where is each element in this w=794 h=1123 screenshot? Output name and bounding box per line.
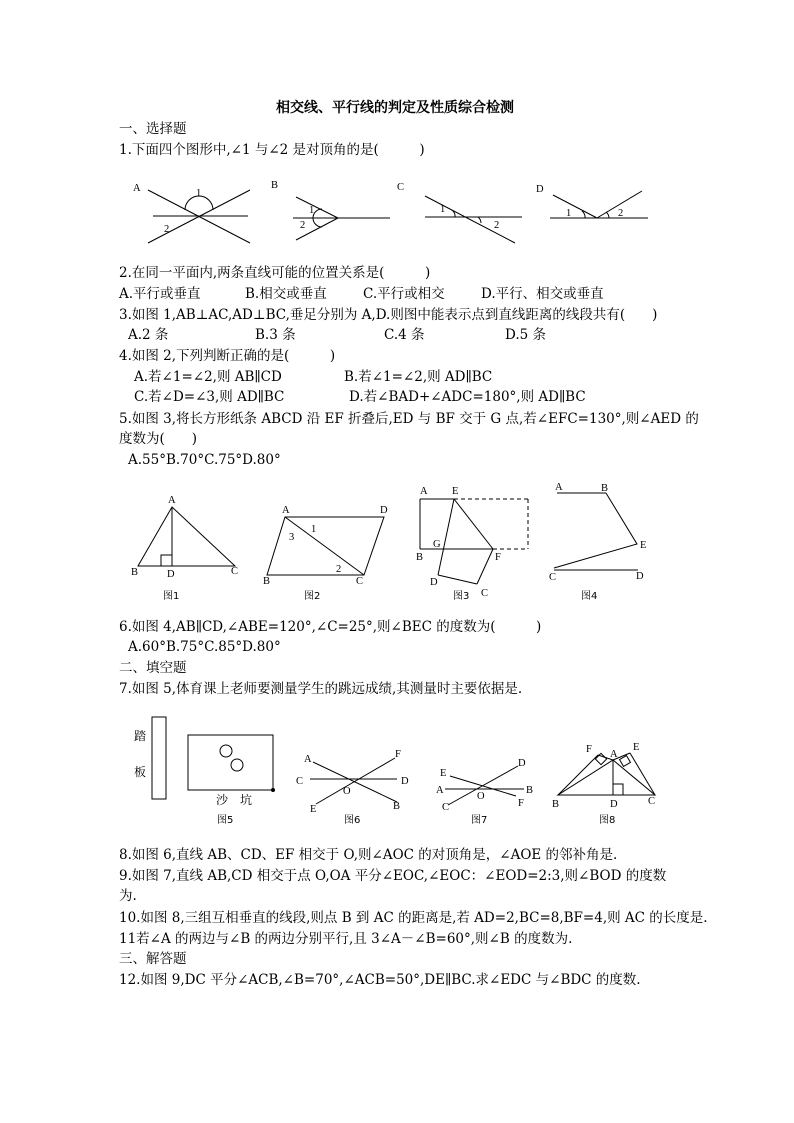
svg-text:1: 1 (309, 205, 315, 216)
svg-text:C: C (549, 572, 557, 583)
svg-text:D: D (167, 569, 175, 580)
svg-text:C: C (442, 802, 450, 813)
fig3-caption: 图3 (453, 591, 470, 602)
question-9: 9.如图 7,直线 AB,CD 相交于点 O,OA 平分∠EOC,∠EOC：∠EOD=2:3,则∠BOD 的度数 (119, 868, 667, 884)
fig4-caption: 图4 (581, 591, 598, 602)
svg-text:B: B (526, 785, 534, 796)
svg-text:A: A (555, 482, 563, 493)
section-heading-fill: 二、填空题 (119, 660, 187, 676)
question-3: 3.如图 1,AB⊥AC,AD⊥BC,垂足分别为 A,D.则图中能表示点到直线距离的线段共有( ) (119, 307, 658, 323)
q6-options: A.60°B.75°C.85°D.80° (128, 639, 281, 655)
svg-text:1: 1 (311, 524, 317, 535)
svg-text:2: 2 (618, 208, 624, 219)
svg-text:D: D (610, 799, 618, 810)
svg-text:B: B (263, 576, 271, 587)
fig2-caption: 图2 (304, 591, 321, 602)
q3-option-b: B.3 条 (255, 327, 296, 343)
svg-text:A: A (304, 754, 312, 765)
svg-text:3: 3 (289, 532, 295, 543)
fig5-board-2: 板 (134, 765, 147, 779)
svg-text:1: 1 (566, 208, 572, 219)
svg-text:C: C (231, 566, 239, 577)
question-10: 10.如图 8,三组互相垂直的线段,则点 B 到 AC 的距离是,若 AD=2,BC=8,BF=4,则 AC 的长度是. (119, 910, 708, 926)
question-1: 1.下面四个图形中,∠1 与∠2 是对顶角的是( ) (119, 142, 425, 158)
q4-option-d: D.若∠BAD+∠ADC=180°,则 AD∥BC (349, 389, 586, 405)
svg-text:D: D (636, 571, 644, 582)
svg-text:A: A (610, 749, 618, 760)
q2-option-c: C.平行或相交 (363, 286, 445, 302)
question-7: 7.如图 5,体育课上老师要测量学生的跳远成绩,其测量时主要依据是. (119, 681, 523, 697)
svg-text:F: F (586, 744, 592, 755)
svg-text:F: F (395, 749, 401, 760)
fig7-caption: 图7 (471, 815, 488, 826)
question-6: 6.如图 4,AB∥CD,∠ABE=120°,∠C=25°,则∠BEC 的度数为( ) (119, 619, 542, 635)
svg-text:E: E (633, 742, 640, 753)
svg-text:F: F (495, 552, 501, 563)
svg-text:B: B (552, 799, 560, 810)
svg-text:C: C (481, 588, 489, 599)
svg-text:A: A (436, 785, 444, 796)
q1-label-b: B (271, 180, 279, 191)
svg-text:2: 2 (336, 564, 342, 575)
question-8: 8.如图 6,直线 AB、CD、EF 相交于 O,则∠AOC 的对顶角是，∠AOE 的邻补角是. (119, 847, 618, 863)
svg-text:E: E (452, 486, 459, 497)
svg-text:C: C (296, 776, 304, 787)
question-9-line2: 为. (119, 888, 137, 904)
svg-text:F: F (518, 798, 524, 809)
svg-text:C: C (356, 576, 364, 587)
svg-text:E: E (640, 540, 647, 551)
question-5-line2: 度数为( ) (119, 431, 198, 447)
q2-option-d: D.平行、相交或垂直 (481, 286, 604, 302)
q4-option-a: A.若∠1=∠2,则 AB∥CD (134, 369, 282, 385)
q1-label-d: D (536, 184, 544, 195)
svg-text:C: C (648, 796, 656, 807)
svg-text:A: A (420, 486, 428, 497)
question-11: 11若∠A 的两边与∠B 的两边分别平行,且 3∠A－∠B=60°,则∠B 的度数为. (119, 931, 573, 947)
svg-text:2: 2 (300, 220, 306, 231)
q1-label-a: A (133, 183, 141, 194)
fig6-caption: 图6 (344, 815, 361, 826)
svg-text:D: D (430, 577, 438, 588)
svg-text:2: 2 (494, 220, 500, 231)
svg-text:2: 2 (164, 224, 170, 235)
q3-option-a: A.2 条 (128, 327, 169, 343)
svg-text:E: E (440, 768, 447, 779)
fig5-board-1: 踏 (134, 729, 147, 743)
svg-text:G: G (433, 539, 441, 550)
svg-text:O: O (477, 791, 485, 802)
fig1-caption: 图1 (163, 591, 180, 602)
svg-text:B: B (393, 801, 401, 812)
svg-text:B: B (131, 567, 139, 578)
svg-text:D: D (518, 758, 526, 769)
svg-text:A: A (168, 495, 176, 506)
svg-text:D: D (380, 505, 388, 516)
q2-option-a: A.平行或垂直 (119, 286, 201, 302)
q5-options: A.55°B.70°C.75°D.80° (128, 452, 281, 468)
q4-option-b: B.若∠1=∠2,则 AD∥BC (344, 369, 493, 385)
svg-text:E: E (310, 804, 317, 815)
fig5-sandpit: 沙 坑 (216, 793, 253, 807)
svg-text:D: D (401, 776, 409, 787)
svg-text:1: 1 (196, 188, 202, 199)
svg-text:B: B (601, 483, 609, 494)
q2-option-b: B.相交或垂直 (245, 286, 327, 302)
q1-label-c: C (397, 182, 405, 193)
section-heading-choice: 一、选择题 (119, 121, 187, 137)
question-12: 12.如图 9,DC 平分∠ACB,∠B=70°,∠ACB=50°,DE∥BC.求∠EDC 与∠BDC 的度数. (119, 972, 641, 988)
question-5: 5.如图 3,将长方形纸条 ABCD 沿 EF 折叠后,ED 与 BF 交于 G 点,若∠EFC=130°,则∠AED 的 (119, 411, 699, 427)
q3-option-c: C.4 条 (384, 327, 425, 343)
svg-text:B: B (416, 552, 424, 563)
q3-option-d: D.5 条 (505, 327, 547, 343)
question-2: 2.在同一平面内,两条直线可能的位置关系是( ) (119, 265, 431, 281)
svg-text:A: A (282, 505, 290, 516)
svg-text:1: 1 (440, 204, 446, 215)
section-heading-answer: 三、解答题 (119, 951, 187, 967)
q4-option-c: C.若∠D=∠3,则 AD∥BC (134, 389, 285, 405)
question-4: 4.如图 2,下列判断正确的是( ) (119, 348, 336, 364)
page-title: 相交线、平行线的判定及性质综合检测 (276, 100, 514, 116)
fig8-caption: 图8 (599, 815, 616, 826)
fig5-caption: 图5 (217, 815, 234, 826)
svg-text:O: O (343, 786, 351, 797)
